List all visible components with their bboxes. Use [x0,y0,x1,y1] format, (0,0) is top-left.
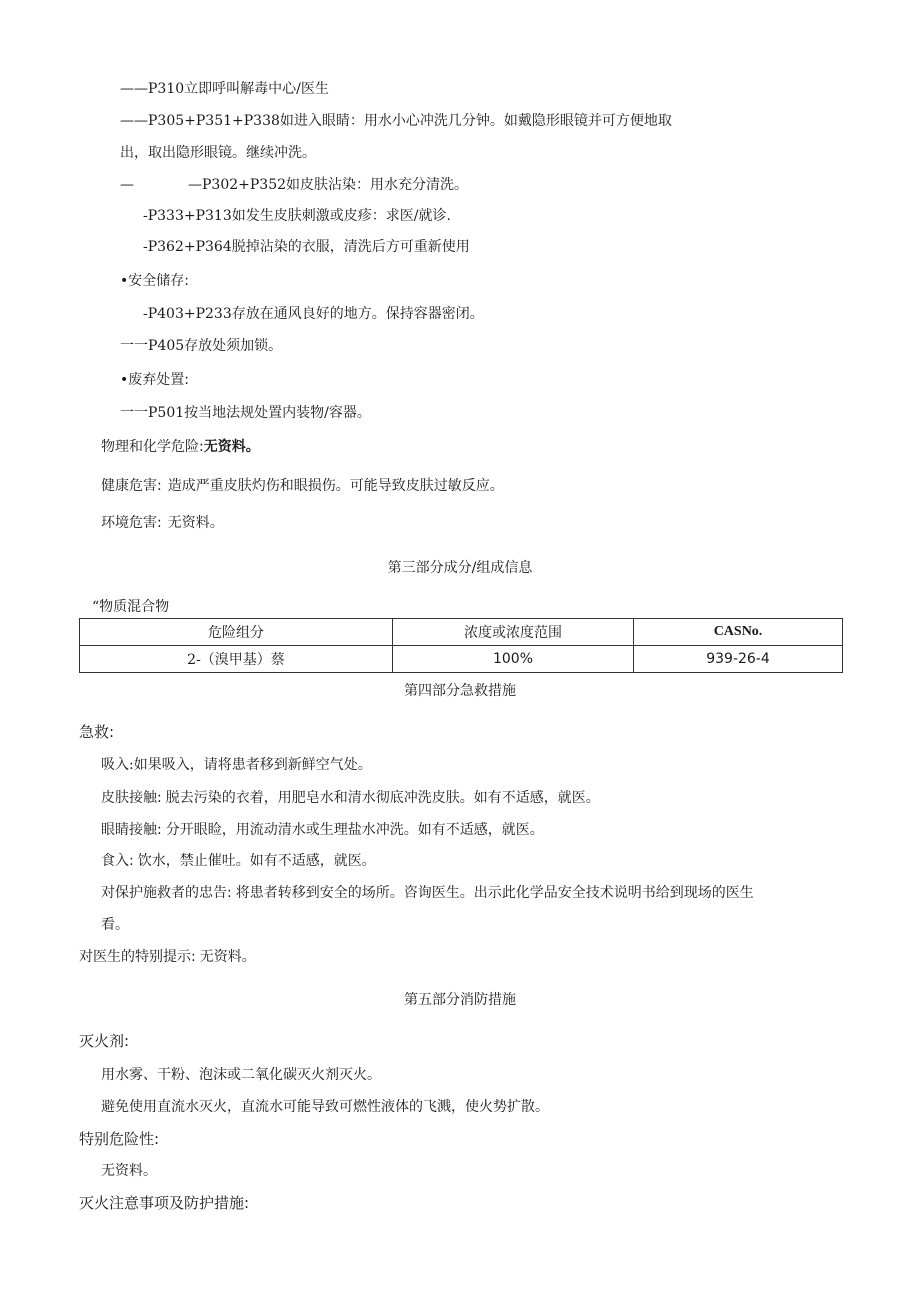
skin-value: 脱去污染的衣着，用肥皂水和清水彻底冲洗皮肤。如有不适感，就医。 [165,790,600,806]
cell-cas: 939-26-4 [634,646,843,673]
doctor-label: 对医生的特别提示: [79,949,196,965]
precaution-p405: 一一P405存放处须加锁。 [120,338,283,354]
special-hazard-value: 无资料。 [101,1163,157,1179]
health-value: 造成严重皮肤灼伤和眼损伤。可能导致皮肤过敏反应。 [167,478,504,494]
col-header-cas: CASNo. [634,619,843,646]
substance-type: “物质混合物 [92,599,170,615]
precaution-p305: ——P305+P351+P338如进入眼睛：用水小心冲洗几分钟。如戴隐形眼镜并可方便地取 [120,113,672,129]
col-header-concentration: 浓度或浓度范围 [393,619,634,646]
precaution-dash: — [120,177,134,193]
skin-contact [101,789,600,807]
precaution-p302: —P302+P352如皮肤沾染：用水充分清洗。 [188,177,469,193]
table-row [80,646,843,673]
doctor-value: 无资料。 [199,949,256,965]
skin-label: 皮肤接触: [101,790,162,806]
section4-title: 第四部分急救措施 [404,683,516,699]
env-label: 环境危害: [101,515,162,531]
extinguishing-caution: 避免使用直流水灭火，直流水可能导致可燃性液体的飞溅，使火势扩散。 [101,1099,549,1115]
rescuer-value: 将患者转移到安全的场所。咨询医生。出示此化学品安全技术说明书给到现场的医生 [235,885,754,901]
physchem-hazard [101,438,260,456]
ingestion-value: 饮水，禁止催吐。如有不适感，就医。 [137,853,376,869]
env-value: 无资料。 [167,515,224,531]
eye-label: 眼睛接触: [101,822,162,838]
health-hazard [101,477,504,495]
ingestion-label: 食入: [101,853,134,869]
composition-table [79,618,843,673]
precaution-p501: 一一P501按当地法规处置内装物/容器。 [120,405,371,421]
eye-contact [101,821,544,839]
first-aid-heading: 急救: [79,723,115,741]
firefighting-precaution-heading: 灭火注意事项及防护措施: [79,1194,250,1212]
inhalation [101,756,372,774]
doctor-note [79,948,256,966]
rescuer-advice [101,884,754,902]
extinguishing-media: 用水雾、干粉、泡沫或二氧化碳灭火剂灭火。 [101,1067,381,1083]
special-hazard-heading: 特别危险性: [79,1130,160,1148]
precaution-p362: -P362+P364脱掉沾染的衣服，清洗后方可重新使用 [143,239,470,255]
section5-title: 第五部分消防措施 [404,992,516,1008]
inhalation-value: 如果吸入，请将患者移到新鲜空气处。 [133,757,372,773]
col-header-component: 危险组分 [80,619,393,646]
inhalation-label: 吸入: [101,757,134,773]
precaution-p333: -P333+P313如发生皮肤刺激或皮疹：求医/就诊. [143,208,451,224]
extinguishing-heading: 灭火剂: [79,1032,130,1050]
precaution-p403: -P403+P233存放在通风良好的地方。保持容器密闭。 [143,306,484,322]
physchem-value: 无资料。 [203,439,260,455]
health-label: 健康危害: [101,478,162,494]
ingestion [101,852,376,870]
rescuer-label: 对保护施救者的忠告: [101,885,232,901]
env-hazard [101,514,224,532]
section3-title: 第三部分成分/组成信息 [387,560,533,576]
rescuer-value-cont: 看。 [101,917,129,933]
physchem-label: 物理和化学危险: [101,439,204,455]
disposal-heading: •废弃处置: [120,372,189,388]
eye-value: 分开眼睑，用流动清水或生理盐水冲洗。如有不适感，就医。 [165,822,544,838]
precaution-p310: ——P310立即呼叫解毒中心/医生 [120,81,329,97]
precaution-p305-cont: 出，取出隐形眼镜。继续冲洗。 [120,145,316,161]
cell-concentration: 100% [393,646,634,673]
cell-component: 2-（溴甲基）蔡 [80,646,393,673]
table-header-row [80,619,843,646]
storage-heading: •安全储存: [120,273,189,289]
